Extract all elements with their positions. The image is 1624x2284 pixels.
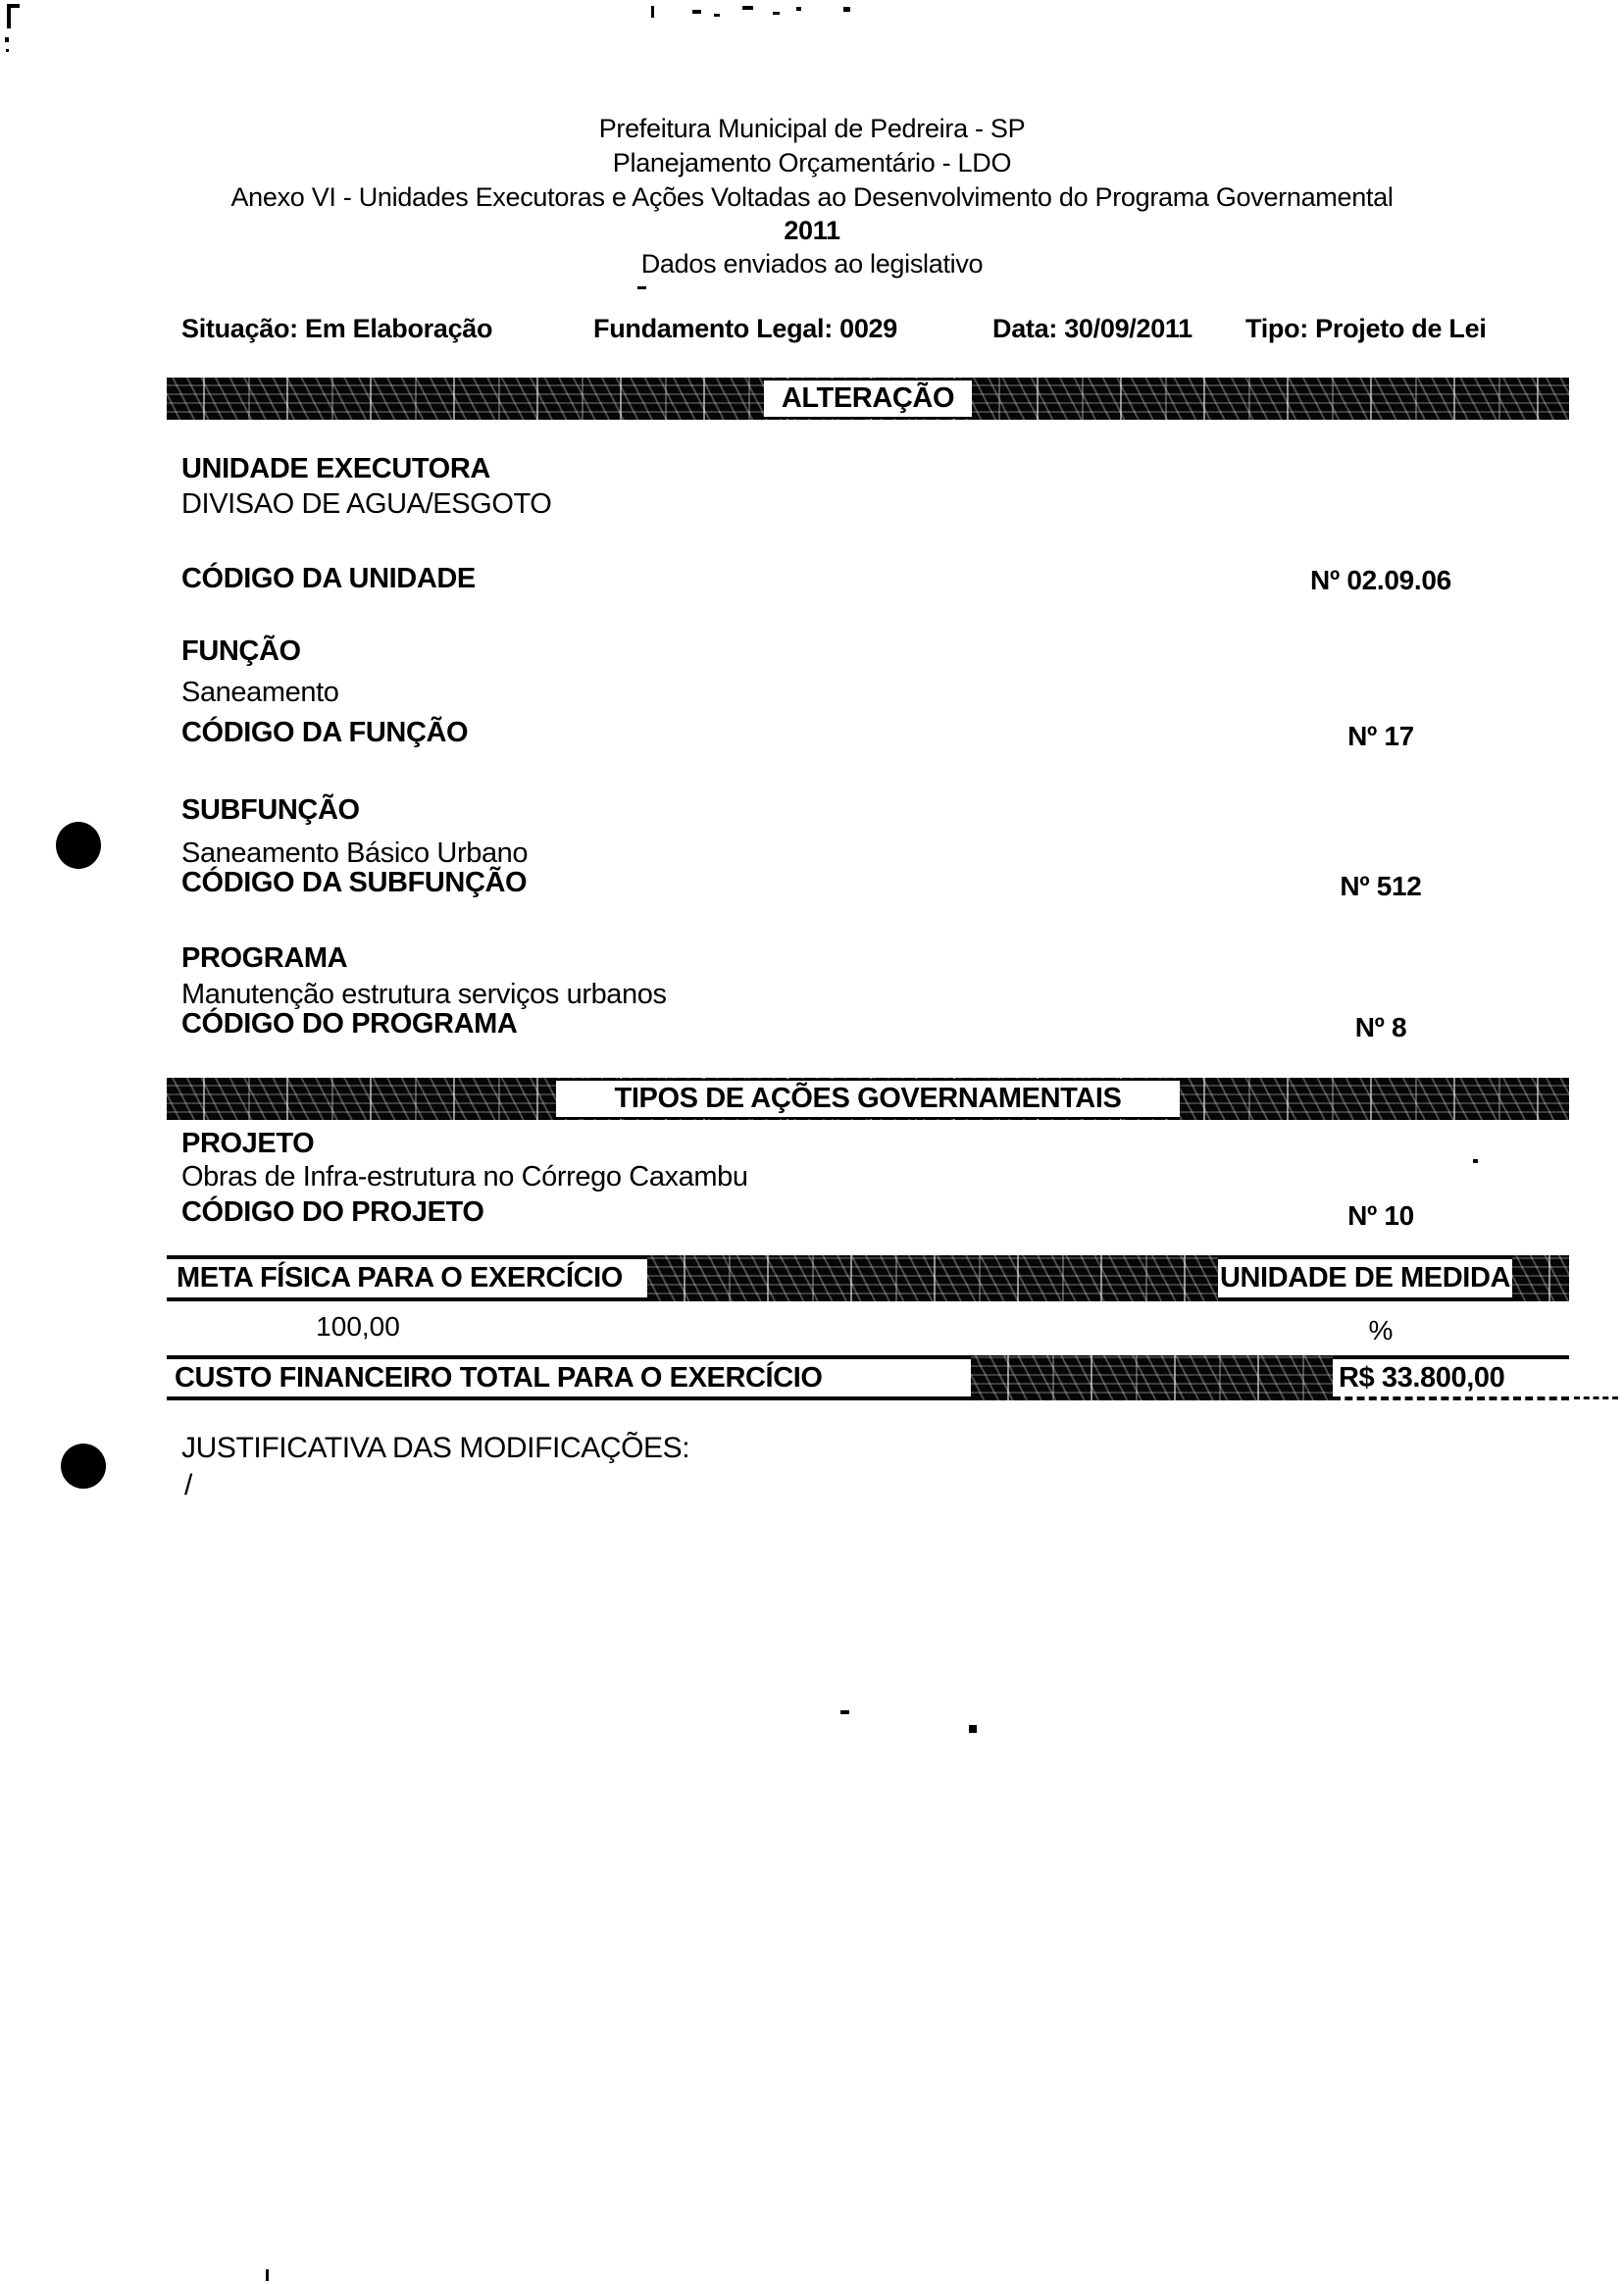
doc-subtitle-line: Planejamento Orçamentário - LDO [612,148,1012,178]
codigo-unidade-value: Nº 02.09.06 [1310,565,1451,595]
unidade-medida-value: % [1368,1315,1394,1345]
section-heading-subfuncao: SUBFUNÇÃO [181,794,360,826]
scan-speckle [843,7,850,12]
status-tipo: Tipo: Projeto de Lei [1245,314,1487,343]
justificativa-heading: JUSTIFICATIVA DAS MODIFICAÇÕES: [181,1432,690,1464]
tipos-acoes-banner [167,1078,1569,1120]
custo-financeiro-label: CUSTO FINANCEIRO TOTAL PARA O EXERCÍCIO [167,1355,971,1400]
tipos-acoes-banner-label: TIPOS DE AÇÕES GOVERNAMENTAIS [556,1079,1181,1119]
hole-punch-mark [56,822,101,869]
scan-speckle [5,37,9,42]
scan-speckle [651,6,654,18]
scan-corner-mark [7,4,11,28]
hole-punch-mark [61,1444,106,1489]
scan-speckle [840,1710,849,1714]
banner-noise-fill [971,1355,1333,1400]
section-heading-programa: PROGRAMA [181,942,348,974]
section-heading-funcao: FUNÇÃO [181,635,301,667]
scan-speckle [714,14,720,17]
codigo-programa-value: Nº 8 [1354,1012,1407,1042]
custo-financeiro-banner [167,1355,1569,1400]
section-value-projeto: Obras de Infra-estrutura no Córrego Caxambu [181,1161,748,1193]
meta-fisica-label: META FÍSICA PARA O EXERCÍCIO [167,1255,647,1301]
banner-noise-tail [1512,1255,1569,1301]
scan-speckle [796,7,801,11]
justificativa-value: / [184,1469,192,1501]
doc-title-line: Prefeitura Municipal de Pedreira - SP [598,114,1026,143]
custo-financeiro-value: R$ 33.800,00 [1333,1355,1569,1400]
status-situacao: Situação: Em Elaboração [181,314,493,343]
codigo-funcao-value: Nº 17 [1347,721,1414,751]
scan-speckle [692,10,701,14]
codigo-subfuncao-value: Nº 512 [1340,871,1422,901]
alteracao-banner-label: ALTERAÇÃO [764,379,972,419]
section-value-subfuncao: Saneamento Básico Urbano [181,837,529,869]
doc-annex-line: Anexo VI - Unidades Executoras e Ações Voltadas ao Desenvolvimento do Programa Governamental [230,182,1394,212]
scan-speckle [266,2269,269,2281]
section-heading-unidade-executora: UNIDADE EXECUTORA [181,453,490,484]
scan-speckle [742,6,753,10]
meta-fisica-banner [167,1255,1569,1301]
scan-speckle [773,12,780,15]
codigo-subfuncao-label: CÓDIGO DA SUBFUNÇÃO [181,867,528,898]
scan-speckle [1473,1159,1478,1163]
status-fundamento: Fundamento Legal: 0029 [593,314,897,343]
scan-speckle [6,49,9,52]
section-value-unidade-executora: DIVISAO DE AGUA/ESGOTO [181,488,552,520]
status-data: Data: 30/09/2011 [992,314,1193,343]
codigo-funcao-label: CÓDIGO DA FUNÇÃO [181,717,469,748]
section-heading-projeto: PROJETO [181,1128,315,1159]
alteracao-banner [167,378,1569,420]
meta-fisica-value: 100,00 [316,1311,400,1342]
codigo-projeto-value: Nº 10 [1347,1200,1414,1231]
scan-dash-fragment [1574,1396,1618,1399]
scan-speckle [969,1725,977,1733]
banner-noise-fill [647,1255,1218,1301]
doc-sent-line: Dados enviados ao legislativo [640,249,984,279]
unidade-medida-label: UNIDADE DE MEDIDA [1218,1255,1512,1301]
codigo-unidade-label: CÓDIGO DA UNIDADE [181,563,476,594]
codigo-projeto-label: CÓDIGO DO PROJETO [181,1196,484,1228]
scan-speckle [637,286,646,289]
section-value-funcao: Saneamento [181,677,339,708]
codigo-programa-label: CÓDIGO DO PROGRAMA [181,1008,518,1040]
section-value-programa: Manutenção estrutura serviços urbanos [181,979,667,1010]
doc-year: 2011 [784,216,840,245]
